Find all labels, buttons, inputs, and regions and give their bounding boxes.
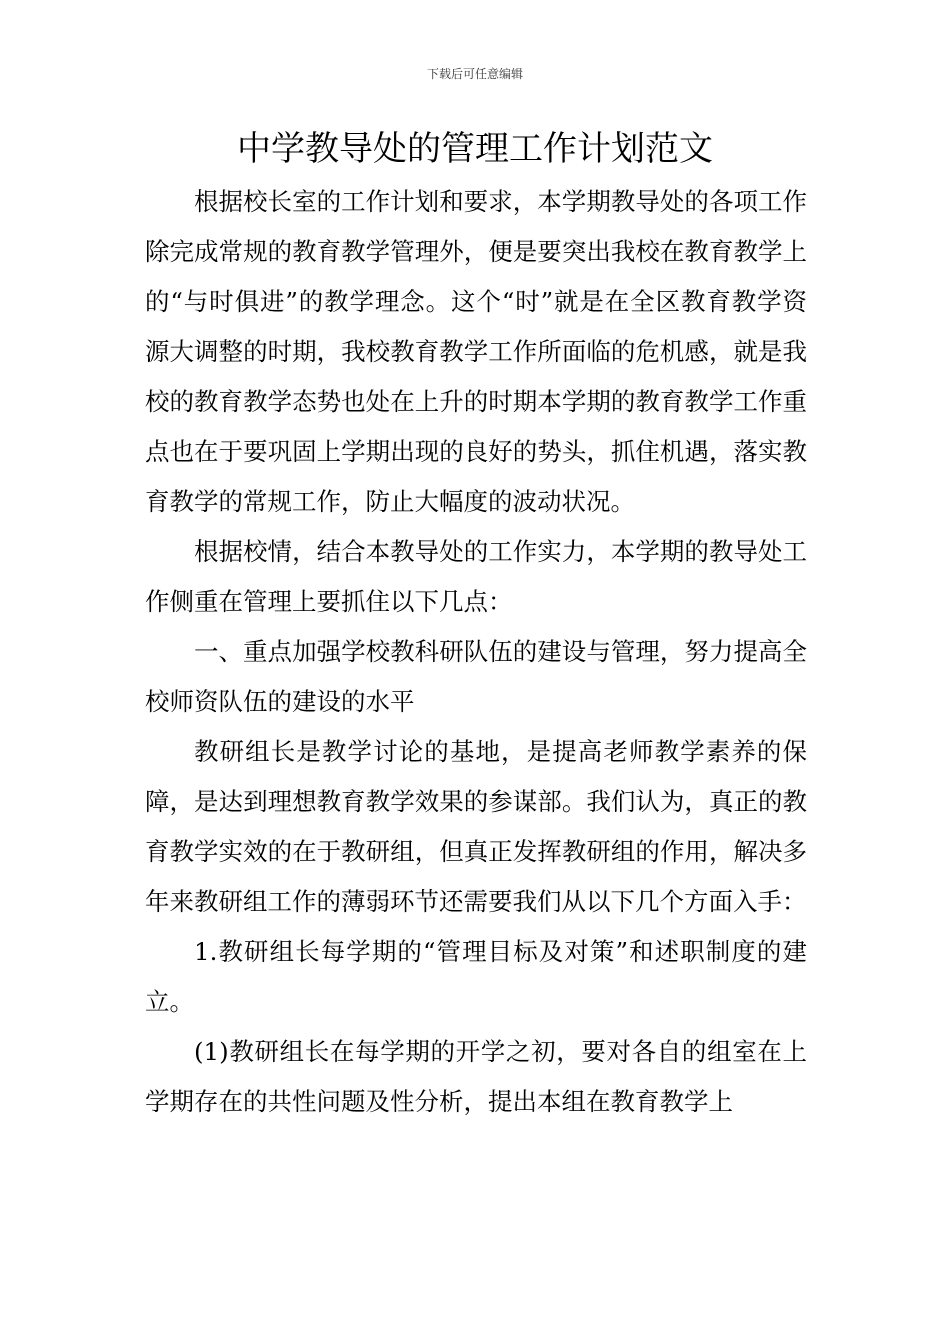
paragraph-teaching-groups: 教研组长是教学讨论的基地，是提高老师教学素养的保障，是达到理想教育教学效果的参谋部。我们认为，真正的教育教学实效的在于教研组，但真正发挥教研组的作用，解决多年来教研组工作的薄弱环节还需要我们从以下几个方面入手：: [145, 737, 807, 916]
section-heading-1: 一、重点加强学校教科研队伍的建设与管理，努力提高全校师资队伍的建设的水平: [145, 637, 807, 716]
list-item-1: 1.教研组长每学期的“管理目标及对策”和述职制度的建立。: [145, 937, 807, 1016]
list-item-1-1: (1)教研组长在每学期的开学之初，要对各自的组室在上学期存在的共性问题及性分析，提出本组在教育教学上: [145, 1037, 807, 1116]
paragraph-intro: 根据校长室的工作计划和要求，本学期教导处的各项工作除完成常规的教育教学管理外，便是要突出我校在教育教学上的“与时俱进”的教学理念。这个“时”就是在全区教育教学资源大调整的时期，我校教育教学工作所面临的危机感，就是我校的教育教学态势也处在上升的时期本学期的教育教学工作重点也在于要巩固上学期出现的良好的势头，抓住机遇，落实教育教学的常规工作，防止大幅度的波动状况。: [145, 187, 807, 516]
header-note: 下载后可任意编辑: [426, 67, 523, 81]
document-body: [145, 177, 807, 1127]
document-title: 中学教导处的管理工作计划范文: [237, 129, 713, 169]
paragraph-focus: 根据校情，结合本教导处的工作实力，本学期的教导处工作侧重在管理上要抓住以下几点：: [145, 537, 807, 616]
